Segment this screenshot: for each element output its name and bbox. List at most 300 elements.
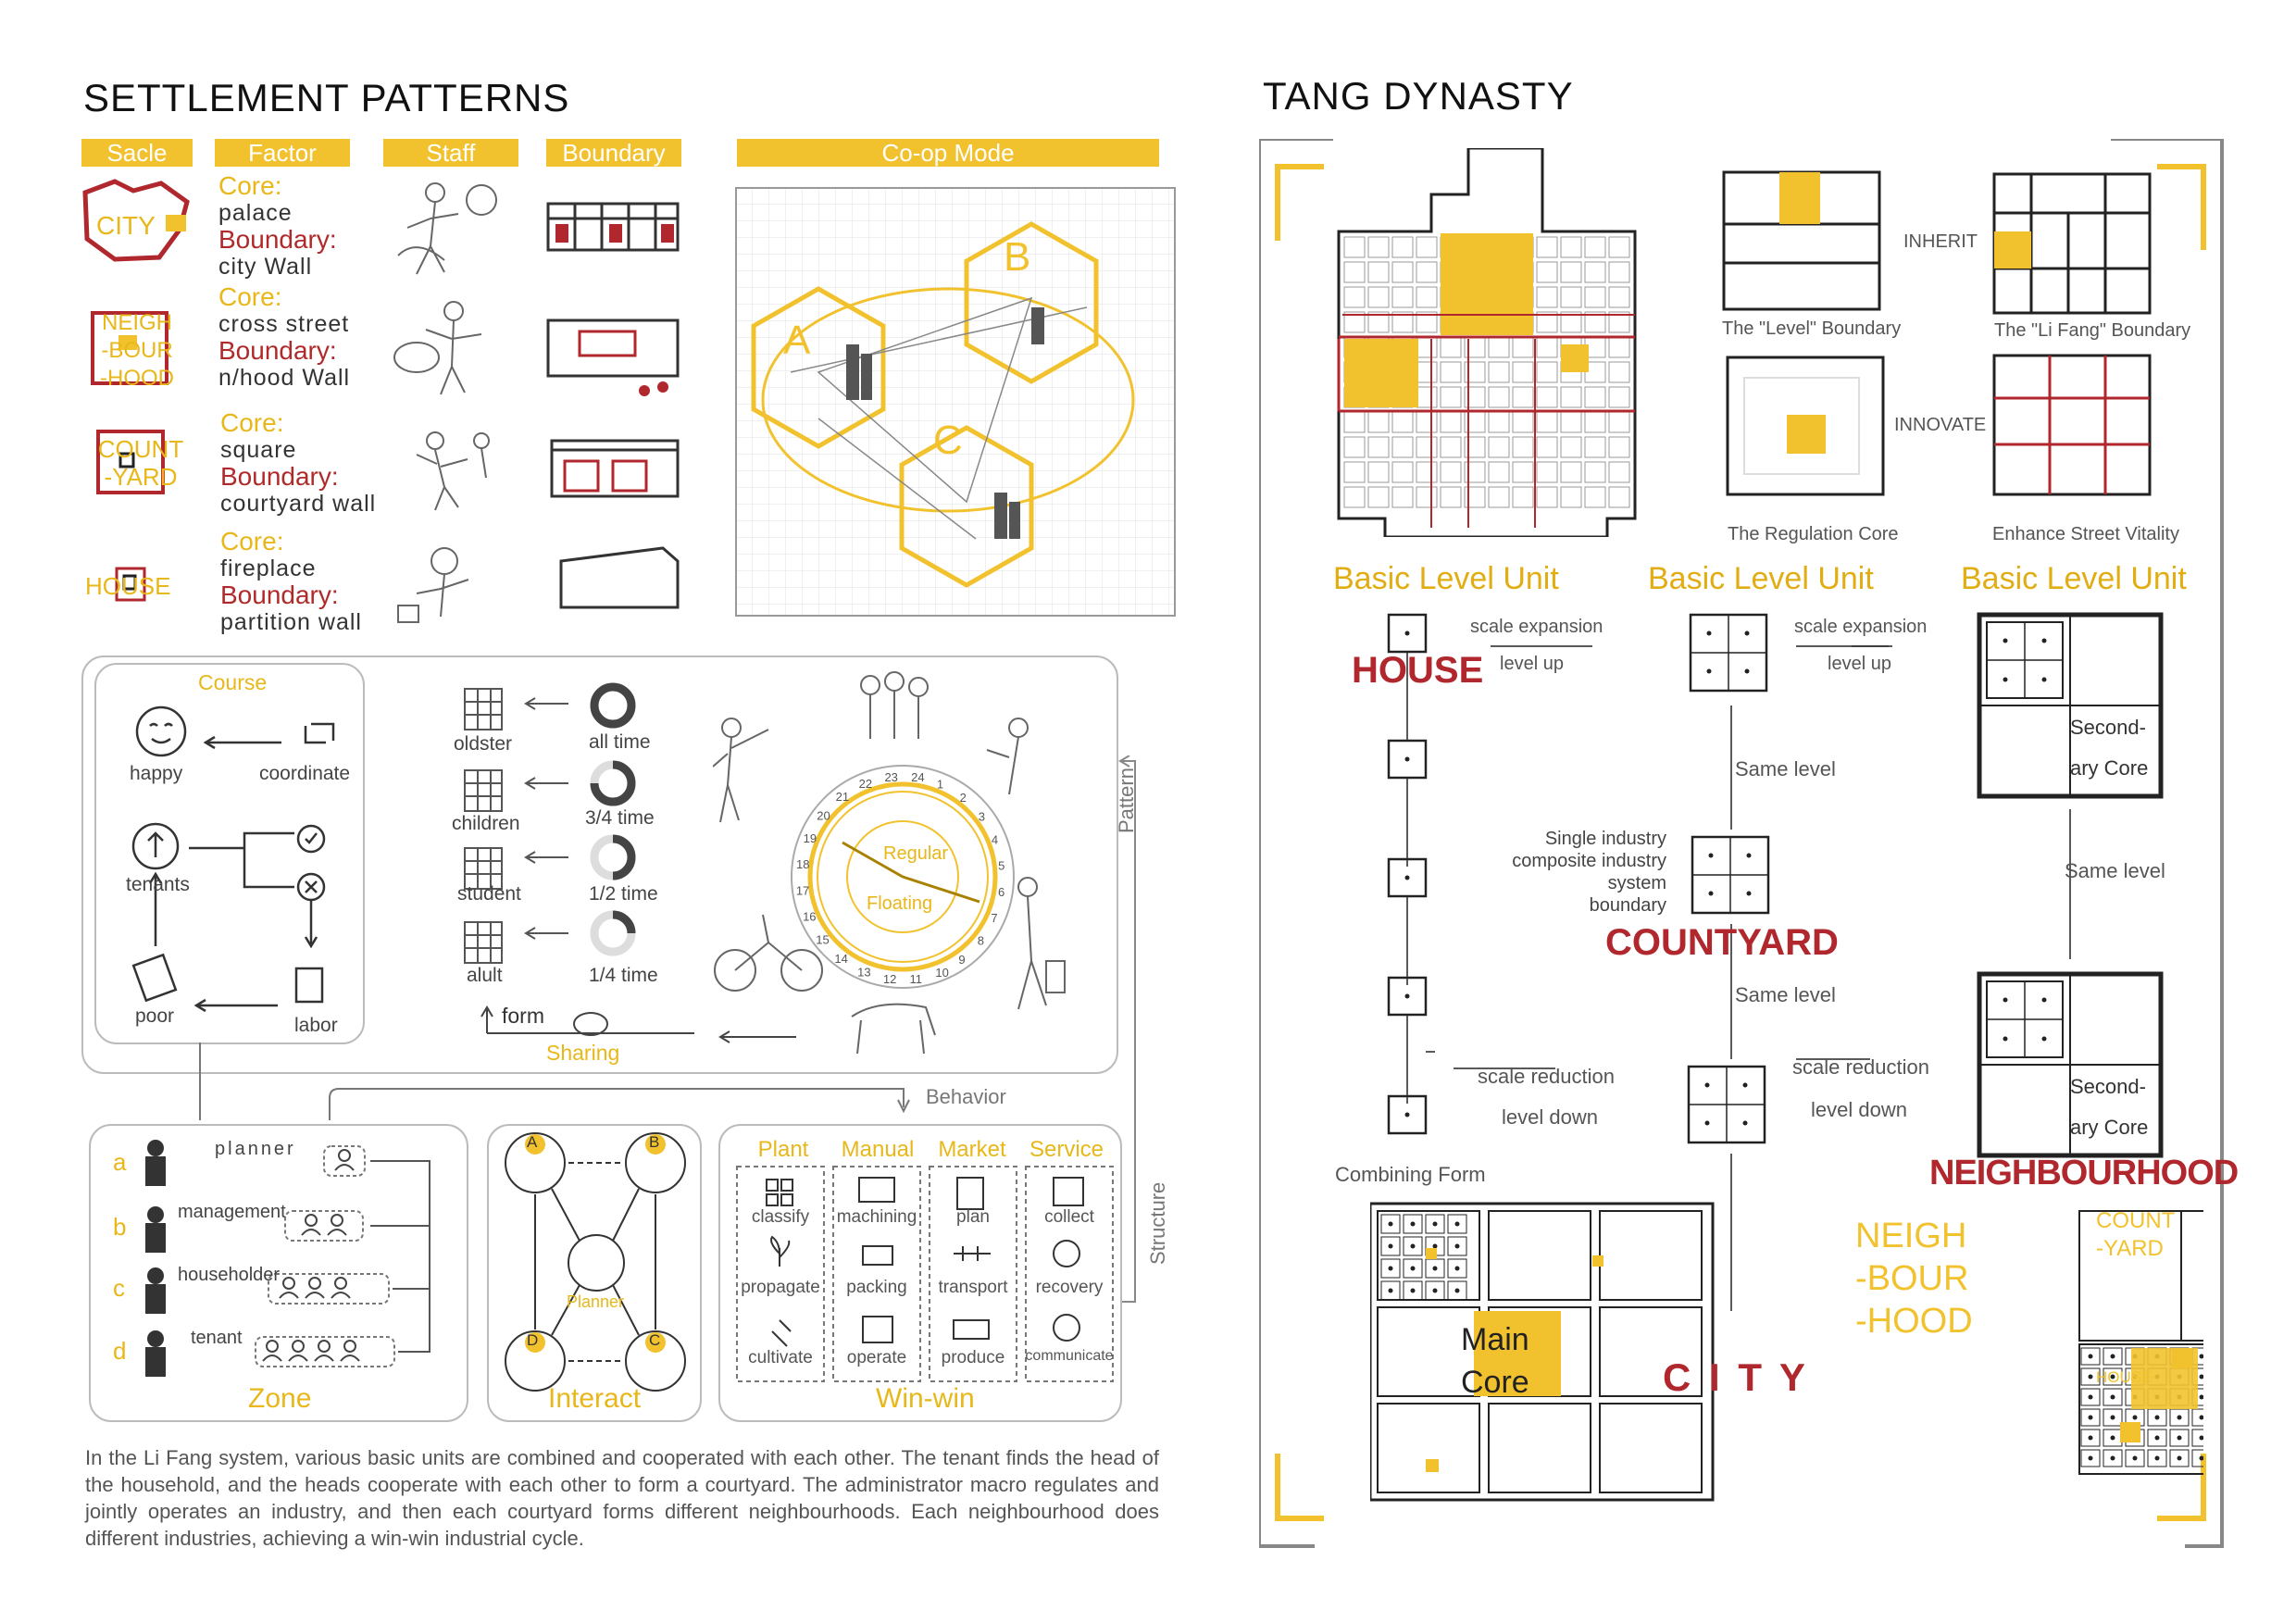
form-label: form bbox=[502, 1004, 544, 1028]
ward-block bbox=[1537, 462, 1557, 482]
ward-block bbox=[1368, 412, 1389, 432]
unit-dot bbox=[1405, 631, 1410, 636]
ward-block bbox=[1561, 487, 1581, 507]
core-dot bbox=[1426, 1248, 1437, 1259]
factor-city: Core: palace Boundary: city Wall bbox=[218, 171, 337, 280]
ward-block bbox=[1344, 437, 1365, 457]
course-title: Course bbox=[198, 670, 268, 694]
ward-block bbox=[1441, 437, 1461, 457]
ward-block bbox=[1392, 412, 1413, 432]
unit-dot bbox=[2155, 1416, 2160, 1420]
unit-dot bbox=[1709, 854, 1714, 858]
ward-block bbox=[1416, 237, 1437, 257]
person-icon bbox=[318, 1341, 330, 1352]
person-icon bbox=[331, 1215, 343, 1226]
unit-dot bbox=[1405, 994, 1410, 999]
winwin-cultivate: cultivate bbox=[748, 1348, 813, 1367]
clock-hour: 14 bbox=[834, 951, 848, 966]
unit-dot bbox=[1707, 631, 1712, 636]
unit-dot bbox=[2089, 1375, 2093, 1380]
person-icon bbox=[341, 1355, 359, 1361]
unit-dot bbox=[2155, 1436, 2160, 1441]
clock-hour: 17 bbox=[795, 883, 810, 898]
time-quarter: 1/4 time bbox=[589, 965, 658, 986]
interact-title: Interact bbox=[548, 1383, 642, 1414]
clock-hour: 21 bbox=[835, 790, 850, 805]
time-all: all time bbox=[589, 731, 651, 753]
course-coordinate: coordinate bbox=[259, 763, 351, 784]
structure-label: Structure bbox=[1146, 1181, 1169, 1265]
time-half: 1/2 time bbox=[589, 883, 658, 905]
people-oldster: oldster bbox=[454, 733, 513, 755]
clock-regular: Regular bbox=[883, 843, 949, 864]
unit-dot bbox=[2111, 1395, 2115, 1400]
tang-title: TANG DYNASTY bbox=[1263, 74, 1574, 118]
svg-text:C: C bbox=[933, 418, 963, 463]
regulation-core-caption: The Regulation Core bbox=[1728, 524, 1899, 544]
clock-hour: 24 bbox=[911, 770, 925, 785]
unit-dot bbox=[1455, 1244, 1460, 1249]
clock-hour: 2 bbox=[959, 791, 967, 805]
ward-block bbox=[1368, 262, 1389, 282]
level-down-2: level down bbox=[1811, 1098, 1907, 1121]
ward-block bbox=[1609, 237, 1629, 257]
unit-dot bbox=[2200, 1375, 2204, 1380]
ward-block bbox=[1561, 387, 1581, 407]
clock-floating: Floating bbox=[867, 893, 933, 914]
ward-block bbox=[1392, 262, 1413, 282]
interact-diagram bbox=[489, 1128, 698, 1405]
winwin-propagate: propagate bbox=[741, 1278, 820, 1297]
ward-block bbox=[1368, 462, 1389, 482]
unit-dot bbox=[2200, 1416, 2204, 1420]
unit-dot bbox=[1389, 1222, 1393, 1227]
ward-block bbox=[1441, 362, 1461, 382]
basic-unit-3: Basic Level Unit bbox=[1961, 561, 2187, 596]
west-market bbox=[1344, 339, 1418, 407]
header-scale: Sacle bbox=[81, 139, 193, 167]
unit-dot bbox=[2042, 998, 2047, 1003]
winwin-transport: transport bbox=[938, 1278, 1008, 1297]
ward-block bbox=[1368, 237, 1389, 257]
ward-block bbox=[1513, 437, 1533, 457]
unit-dot bbox=[1709, 892, 1714, 896]
ward-block bbox=[1585, 462, 1605, 482]
ward-block bbox=[1537, 362, 1557, 382]
combining-form-cell bbox=[1489, 1404, 1591, 1492]
unit-dot bbox=[2200, 1456, 2204, 1461]
ward-block bbox=[1344, 487, 1365, 507]
winwin-recovery: recovery bbox=[1035, 1278, 1104, 1297]
ward-block bbox=[1609, 362, 1629, 382]
svg-text:B: B bbox=[1004, 234, 1031, 280]
ward-block bbox=[1561, 262, 1581, 282]
scale-expansion-2: scale expansion bbox=[1794, 617, 1928, 637]
winwin-classify: classify bbox=[751, 1207, 810, 1227]
person-icon bbox=[328, 1230, 346, 1235]
ward-block bbox=[1344, 287, 1365, 307]
ward-block bbox=[1489, 387, 1509, 407]
neighbourhood-label: NEIGHBOURHOOD bbox=[1929, 1154, 2239, 1192]
unit-dot bbox=[1707, 669, 1712, 674]
clock-hour: 19 bbox=[803, 831, 817, 846]
core-dot bbox=[2120, 1422, 2140, 1442]
behavior-connector bbox=[191, 1037, 922, 1130]
unit-dot bbox=[2133, 1456, 2138, 1461]
clock-hour: 11 bbox=[909, 972, 923, 987]
unit-dot bbox=[1405, 876, 1410, 880]
ward-block bbox=[1585, 437, 1605, 457]
scale-countyard: COUNT -YARD bbox=[97, 435, 184, 491]
ward-block bbox=[1489, 462, 1509, 482]
ward-block bbox=[1513, 487, 1533, 507]
zone-householder: householder bbox=[178, 1265, 281, 1285]
clock-hour: 3 bbox=[978, 809, 985, 824]
unit-dot bbox=[1411, 1289, 1416, 1293]
combining-form-label: Combining Form bbox=[1335, 1163, 1486, 1186]
ward-block bbox=[1609, 387, 1629, 407]
combining-form-cell bbox=[1600, 1211, 1702, 1300]
unit-dot bbox=[1743, 1083, 1748, 1088]
level-up-1: level up bbox=[1500, 654, 1564, 674]
unit-dot bbox=[1389, 1267, 1393, 1271]
clock-hour: 10 bbox=[935, 965, 949, 980]
unit-dot bbox=[2111, 1436, 2115, 1441]
clock-hour: 6 bbox=[997, 885, 1005, 900]
person-icon bbox=[302, 1230, 320, 1235]
ward-block bbox=[1416, 487, 1437, 507]
clock-hour: 20 bbox=[817, 808, 830, 823]
course-happy: happy bbox=[130, 763, 183, 784]
ward-block bbox=[1489, 362, 1509, 382]
ward-block bbox=[1392, 437, 1413, 457]
clock-hour: 8 bbox=[977, 933, 985, 948]
people-adult: alult bbox=[467, 965, 503, 986]
interact-node-c: C bbox=[649, 1331, 661, 1349]
clock-hour: 7 bbox=[991, 910, 998, 925]
ward-block bbox=[1585, 387, 1605, 407]
person-icon bbox=[306, 1215, 317, 1226]
header-factor: Factor bbox=[215, 139, 350, 167]
lifang-boundary-caption: The "Li Fang" Boundary bbox=[1994, 320, 2191, 341]
unit-dot bbox=[1745, 631, 1750, 636]
unit-dot bbox=[2003, 998, 2008, 1003]
ward-block bbox=[1585, 412, 1605, 432]
unit-dot bbox=[1743, 1121, 1748, 1126]
industry-legend: Single industry composite industry system boundary bbox=[1512, 829, 1666, 916]
count-label: COUNT -YARD bbox=[2096, 1208, 2176, 1261]
level-down-1: level down bbox=[1502, 1105, 1598, 1129]
ward-block bbox=[1489, 337, 1509, 357]
ward-block bbox=[1585, 287, 1605, 307]
ward-block bbox=[1416, 262, 1437, 282]
person-icon bbox=[339, 1150, 350, 1161]
ward-block bbox=[1489, 487, 1509, 507]
ward-block bbox=[1585, 487, 1605, 507]
clock-hour: 4 bbox=[991, 832, 999, 847]
unit-dot bbox=[2089, 1355, 2093, 1359]
innovate-label: INNOVATE bbox=[1894, 415, 1987, 435]
ward-block bbox=[1416, 462, 1437, 482]
main-core-label: Main Core bbox=[1461, 1322, 1529, 1400]
tang-city-plan bbox=[1329, 148, 1672, 537]
clock-hour: 15 bbox=[816, 932, 830, 947]
ward-block bbox=[1368, 487, 1389, 507]
ward-block bbox=[1537, 287, 1557, 307]
clock-hour: 9 bbox=[958, 952, 966, 967]
unit-dot bbox=[2042, 678, 2047, 682]
core-dot bbox=[2172, 1348, 2192, 1368]
ward-block bbox=[1585, 262, 1605, 282]
countyard-label: COUNTYARD bbox=[1605, 922, 1839, 963]
unit-dot bbox=[2042, 639, 2047, 643]
factor-neighbourhood: Core: cross street Boundary: n/hood Wall bbox=[218, 282, 351, 391]
ward-block bbox=[1513, 412, 1533, 432]
ward-block bbox=[1392, 462, 1413, 482]
unit-dot bbox=[1455, 1222, 1460, 1227]
person-icon bbox=[267, 1341, 278, 1352]
ward-block bbox=[1441, 337, 1461, 357]
boundary-sketches bbox=[543, 172, 691, 635]
same-level-3: Same level bbox=[2065, 859, 2165, 882]
ward-block bbox=[1561, 237, 1581, 257]
unit-dot bbox=[1455, 1267, 1460, 1271]
scale-icons bbox=[78, 174, 198, 637]
person-icon bbox=[306, 1292, 324, 1298]
zone-title: Zone bbox=[248, 1383, 312, 1414]
unit-dot bbox=[1433, 1222, 1438, 1227]
ward-block bbox=[1561, 412, 1581, 432]
ward-block bbox=[1513, 462, 1533, 482]
ward-block bbox=[1513, 362, 1533, 382]
combining-form-cell bbox=[1600, 1404, 1702, 1492]
level-boundary-caption: The "Level" Boundary bbox=[1722, 318, 1902, 339]
unit-dot bbox=[2089, 1436, 2093, 1441]
street-vitality-caption: Enhance Street Vitality bbox=[1992, 524, 2179, 544]
behavior-label: Behavior bbox=[926, 1085, 1006, 1108]
ward-block bbox=[1537, 387, 1557, 407]
unit-dot bbox=[2003, 678, 2008, 682]
unit-dot bbox=[2200, 1355, 2204, 1359]
course-tenants: tenants bbox=[126, 874, 190, 895]
winwin-head-plant: Plant bbox=[757, 1137, 809, 1162]
scale-house: HOUSE bbox=[85, 572, 171, 600]
clock-hour: 1 bbox=[936, 777, 944, 792]
secondary-core-2: Second- ary Core bbox=[2070, 1075, 2149, 1139]
zone-management: management bbox=[178, 1202, 286, 1222]
unit-dot bbox=[2111, 1456, 2115, 1461]
winwin-head-market: Market bbox=[938, 1137, 1006, 1162]
ward-block bbox=[1585, 237, 1605, 257]
unit-dot bbox=[1389, 1289, 1393, 1293]
unit-dot bbox=[2003, 639, 2008, 643]
inherit-innovate-diagrams bbox=[1716, 167, 2216, 518]
unit-dot bbox=[1705, 1083, 1710, 1088]
person-icon bbox=[315, 1355, 333, 1361]
combining-form-cell bbox=[1378, 1404, 1479, 1492]
winwin-head-manual: Manual bbox=[841, 1137, 915, 1162]
unit-dot bbox=[1433, 1267, 1438, 1271]
unit-dot bbox=[2177, 1456, 2182, 1461]
person-icon bbox=[263, 1355, 281, 1361]
city-label: C I T Y bbox=[1663, 1355, 1809, 1399]
unit-dot bbox=[2089, 1416, 2093, 1420]
ward-block bbox=[1537, 237, 1557, 257]
winwin-communicate: communicate bbox=[1025, 1348, 1114, 1364]
people-figures bbox=[713, 665, 1083, 1063]
ward-block bbox=[1513, 387, 1533, 407]
unit-dot bbox=[1411, 1244, 1416, 1249]
ward-block bbox=[1416, 387, 1437, 407]
core-dot bbox=[1592, 1255, 1603, 1267]
ward-block bbox=[1609, 462, 1629, 482]
unit-dot bbox=[2177, 1416, 2182, 1420]
ward-block bbox=[1344, 262, 1365, 282]
person-icon bbox=[331, 1292, 350, 1298]
factor-house: Core: fireplace Boundary: partition wall bbox=[220, 527, 362, 635]
interact-node-d: D bbox=[527, 1331, 539, 1349]
unit-dot bbox=[2089, 1456, 2093, 1461]
ward-block bbox=[1537, 487, 1557, 507]
ward-block bbox=[1416, 287, 1437, 307]
unit-dot bbox=[1405, 757, 1410, 762]
clock-hour: 5 bbox=[998, 858, 1005, 873]
ward-block bbox=[1489, 437, 1509, 457]
neigh-label: NEIGH -BOUR -HOOD bbox=[1855, 1217, 1973, 1341]
ward-block bbox=[1392, 237, 1413, 257]
factor-countyard: Core: square Boundary: courtyard wall bbox=[220, 408, 377, 517]
ward-block bbox=[1561, 287, 1581, 307]
winwin-machining: machining bbox=[836, 1207, 917, 1227]
person-icon bbox=[344, 1341, 356, 1352]
zone-letter-b: b bbox=[113, 1213, 127, 1241]
unit-dot bbox=[1411, 1267, 1416, 1271]
same-level-1: Same level bbox=[1735, 757, 1836, 780]
clock-hour: 22 bbox=[858, 777, 873, 792]
person-icon bbox=[335, 1278, 346, 1289]
ward-block bbox=[1561, 462, 1581, 482]
unit-dot bbox=[2200, 1395, 2204, 1400]
ward-block bbox=[1609, 487, 1629, 507]
people-children: children bbox=[452, 813, 520, 834]
sharing-label: Sharing bbox=[546, 1041, 620, 1065]
basic-unit-1: Basic Level Unit bbox=[1333, 561, 1559, 596]
zone-letter-c: c bbox=[113, 1274, 125, 1302]
unit-dot bbox=[2003, 1037, 2008, 1042]
inherit-label: INHERIT bbox=[1903, 231, 1978, 252]
people-student: student bbox=[457, 883, 521, 905]
coop-mode-diagram bbox=[735, 187, 1176, 617]
zone-planner: planner bbox=[215, 1139, 296, 1159]
person-icon bbox=[289, 1355, 307, 1361]
ward-block bbox=[1441, 412, 1461, 432]
secondary-core-1: Second- ary Core bbox=[2070, 716, 2149, 780]
unit-dot bbox=[1747, 892, 1752, 896]
ward-block bbox=[1537, 337, 1557, 357]
unit-dot bbox=[1433, 1289, 1438, 1293]
person-icon bbox=[283, 1278, 294, 1289]
ward-block bbox=[1537, 412, 1557, 432]
ward-block bbox=[1537, 437, 1557, 457]
ward-block bbox=[1441, 487, 1461, 507]
scale-expansion-1: scale expansion bbox=[1470, 617, 1603, 637]
ward-block bbox=[1368, 287, 1389, 307]
winwin-collect: collect bbox=[1044, 1207, 1094, 1227]
house-label: HOUSE bbox=[1352, 650, 1484, 691]
same-level-2: Same level bbox=[1735, 983, 1836, 1006]
time-three-quarter: 3/4 time bbox=[585, 807, 655, 829]
unit-dot bbox=[1747, 854, 1752, 858]
unit-dot bbox=[1411, 1222, 1416, 1227]
scale-reduction-2: scale reduction bbox=[1792, 1055, 1929, 1079]
ward-block bbox=[1392, 487, 1413, 507]
unit-dot bbox=[1455, 1289, 1460, 1293]
winwin-plan: plan bbox=[956, 1207, 990, 1227]
ward-block bbox=[1609, 337, 1629, 357]
svg-text:A: A bbox=[783, 318, 811, 363]
staff-sketches bbox=[380, 172, 528, 635]
ward-block bbox=[1441, 462, 1461, 482]
zone-letter-d: d bbox=[113, 1337, 127, 1365]
ward-block bbox=[1441, 387, 1461, 407]
ward-block bbox=[1344, 237, 1365, 257]
palace-block bbox=[1441, 233, 1533, 335]
unit-dot bbox=[2155, 1456, 2160, 1461]
person-icon bbox=[335, 1165, 354, 1170]
interact-node-b: B bbox=[649, 1133, 660, 1151]
winwin-head-service: Service bbox=[1029, 1137, 1104, 1162]
course-flow bbox=[96, 685, 361, 1037]
scale-reduction-1: scale reduction bbox=[1478, 1065, 1615, 1088]
interact-node-a: A bbox=[527, 1133, 538, 1151]
level-up-2: level up bbox=[1828, 654, 1891, 674]
zone-letter-a: a bbox=[113, 1148, 127, 1176]
ward-block bbox=[1609, 412, 1629, 432]
ward-block bbox=[1416, 337, 1437, 357]
unit-dot bbox=[1745, 669, 1750, 674]
basic-unit-2: Basic Level Unit bbox=[1648, 561, 1874, 596]
course-poor: poor bbox=[135, 1005, 175, 1027]
winwin-operate: operate bbox=[846, 1348, 907, 1367]
zone-tenant: tenant bbox=[191, 1328, 243, 1348]
winwin-title: Win-win bbox=[876, 1383, 975, 1414]
person-icon bbox=[280, 1292, 298, 1298]
ward-block bbox=[1416, 412, 1437, 432]
unit-dot bbox=[1705, 1121, 1710, 1126]
header-coop: Co-op Mode bbox=[737, 139, 1159, 167]
ward-block bbox=[1513, 337, 1533, 357]
settlement-title: SETTLEMENT PATTERNS bbox=[83, 76, 570, 119]
header-boundary: Boundary bbox=[546, 139, 681, 167]
header-staff: Staff bbox=[383, 139, 518, 167]
ward-block bbox=[1368, 437, 1389, 457]
description-paragraph: In the Li Fang system, various basic units are combined and cooperated with each other. The tenant finds the head of the household, and the heads cooperate with each other to form a courtyard. The administrator macro regulates and jointly operates an industry, and then each courtyard forms different neighbourhoods. Each neighbourhood does different industries, achieving a win-win industrial cycle. bbox=[85, 1446, 1159, 1550]
ward-block bbox=[1416, 437, 1437, 457]
core-dot bbox=[1426, 1459, 1439, 1472]
ward-block bbox=[1489, 412, 1509, 432]
clock-hour: 23 bbox=[884, 769, 898, 784]
clock-hour: 18 bbox=[796, 856, 810, 871]
unit-dot bbox=[2177, 1436, 2182, 1441]
unit-dot bbox=[2111, 1355, 2115, 1359]
person-icon bbox=[293, 1341, 304, 1352]
house-small-label: HOUSE bbox=[2096, 1368, 2152, 1386]
scale-city: CITY bbox=[96, 211, 156, 240]
unit-dot bbox=[2042, 1037, 2047, 1042]
winwin-produce: produce bbox=[941, 1348, 1005, 1367]
unit-dot bbox=[2089, 1395, 2093, 1400]
clock-hour: 16 bbox=[803, 909, 817, 924]
